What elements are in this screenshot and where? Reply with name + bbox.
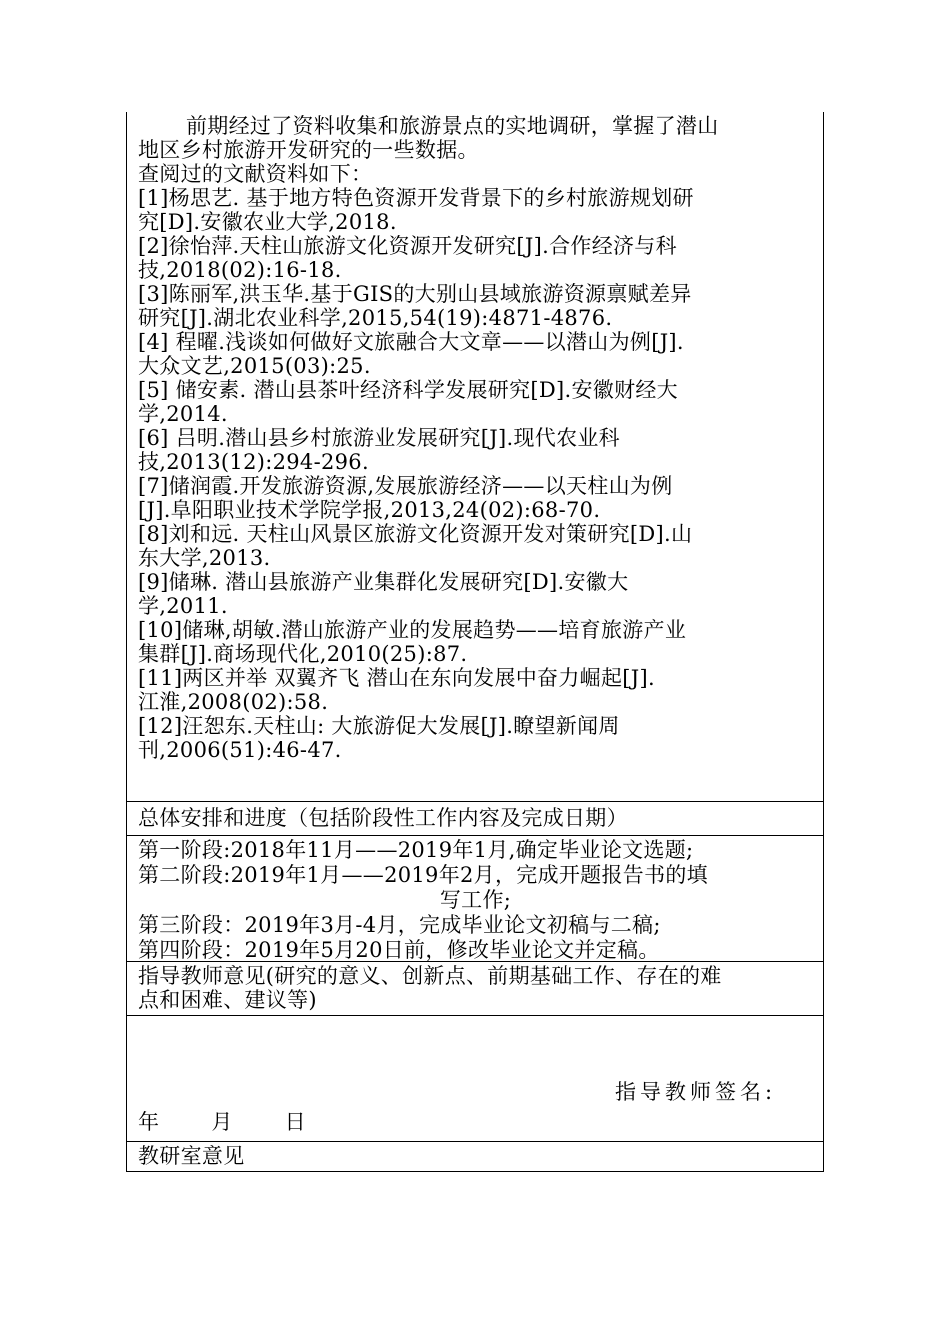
reference-line: 东大学,2013. bbox=[138, 546, 271, 570]
reference-line: [5] 储安素. 潜山县茶叶经济科学发展研究[D].安徽财经大 bbox=[138, 378, 678, 402]
schedule-stage-1: 第一阶段:2018年11月——2019年1月,确定毕业论文选题; bbox=[138, 838, 694, 862]
signature-date-row bbox=[138, 1110, 306, 1134]
advisor-opinion-heading: 指导教师意见(研究的意义、创新点、前期基础工作、存在的难 bbox=[138, 964, 722, 988]
advisor-signature-label: 指导教师签名: bbox=[615, 1080, 777, 1104]
department-opinion-heading: 教研室意见 bbox=[138, 1144, 245, 1168]
schedule-stage-3: 第三阶段：2019年3月-4月，完成毕业论文初稿与二稿; bbox=[138, 913, 661, 937]
reference-line: 江淮,2008(02):58. bbox=[138, 690, 329, 714]
literature-section bbox=[127, 112, 823, 802]
references-heading: 查阅过的文献资料如下： bbox=[138, 162, 373, 186]
reference-line: 学,2011. bbox=[138, 594, 228, 618]
schedule-stage-2-continued: 写工作; bbox=[439, 888, 512, 912]
reference-line: [J].阜阳职业技术学院学报,2013,24(02):68-70. bbox=[138, 498, 601, 522]
schedule-section bbox=[127, 836, 823, 962]
reference-line: [6] 吕明.潜山县乡村旅游业发展研究[J].现代农业科 bbox=[138, 426, 620, 450]
reference-line: 研究[J].湖北农业科学,2015,54(19):4871-4876. bbox=[138, 306, 613, 330]
department-opinion-section bbox=[127, 1142, 823, 1172]
date-day-label: 日 bbox=[284, 1110, 306, 1134]
schedule-stage-4: 第四阶段：2019年5月20日前，修改毕业论文并定稿。 bbox=[138, 938, 660, 962]
advisor-opinion-heading-continued: 点和困难、建议等) bbox=[138, 988, 317, 1012]
reference-line: 究[D].安徽农业大学,2018. bbox=[138, 210, 397, 234]
schedule-stage-2: 第二阶段:2019年1月——2019年2月，完成开题报告书的填 bbox=[138, 863, 708, 887]
reference-line: [8]刘和远. 天柱山风景区旅游文化资源开发对策研究[D].山 bbox=[138, 522, 693, 546]
reference-line: [11]两区并举 双翼齐飞 潜山在东向发展中奋力崛起[J]. bbox=[138, 666, 655, 690]
reference-line: 集群[J].商场现代化,2010(25):87. bbox=[138, 642, 468, 666]
schedule-heading-section bbox=[127, 802, 823, 836]
reference-line: [9]储琳. 潜山县旅游产业集群化发展研究[D].安徽大 bbox=[138, 570, 629, 594]
proposal-form-table bbox=[126, 112, 824, 1172]
reference-line: [2]徐怡萍.天柱山旅游文化资源开发研究[J].合作经济与科 bbox=[138, 234, 677, 258]
reference-line: [3]陈丽军,洪玉华.基于GIS的大别山县域旅游资源禀赋差异 bbox=[138, 282, 692, 306]
schedule-heading: 总体安排和进度（包括阶段性工作内容及完成日期） bbox=[138, 806, 628, 830]
reference-list bbox=[138, 186, 813, 762]
reference-line: [12]汪恕东.天柱山: 大旅游促大发展[J].瞭望新闻周 bbox=[138, 714, 620, 738]
reference-line: [1]杨思艺. 基于地方特色资源开发背景下的乡村旅游规划研 bbox=[138, 186, 694, 210]
reference-line: 技,2018(02):16-18. bbox=[138, 258, 342, 282]
intro-paragraph-line: 前期经过了资料收集和旅游景点的实地调研，掌握了潜山 bbox=[186, 114, 719, 138]
date-month-label: 月 bbox=[211, 1110, 233, 1134]
reference-line: [7]储润霞.开发旅游资源,发展旅游经济——以天柱山为例 bbox=[138, 474, 673, 498]
date-year-label: 年 bbox=[138, 1110, 160, 1134]
advisor-opinion-heading-section bbox=[127, 962, 823, 1016]
reference-line: 学,2014. bbox=[138, 402, 228, 426]
reference-line: 大众文艺,2015(03):25. bbox=[138, 354, 371, 378]
reference-line: 刊,2006(51):46-47. bbox=[138, 738, 342, 762]
reference-line: [4] 程曜.浅谈如何做好文旅融合大文章——以潜山为例[J]. bbox=[138, 330, 684, 354]
advisor-opinion-section bbox=[127, 1016, 823, 1142]
reference-line: 技,2013(12):294-296. bbox=[138, 450, 369, 474]
intro-paragraph-line: 地区乡村旅游开发研究的一些数据。 bbox=[138, 138, 479, 162]
reference-line: [10]储琳,胡敏.潜山旅游产业的发展趋势——培育旅游产业 bbox=[138, 618, 687, 642]
